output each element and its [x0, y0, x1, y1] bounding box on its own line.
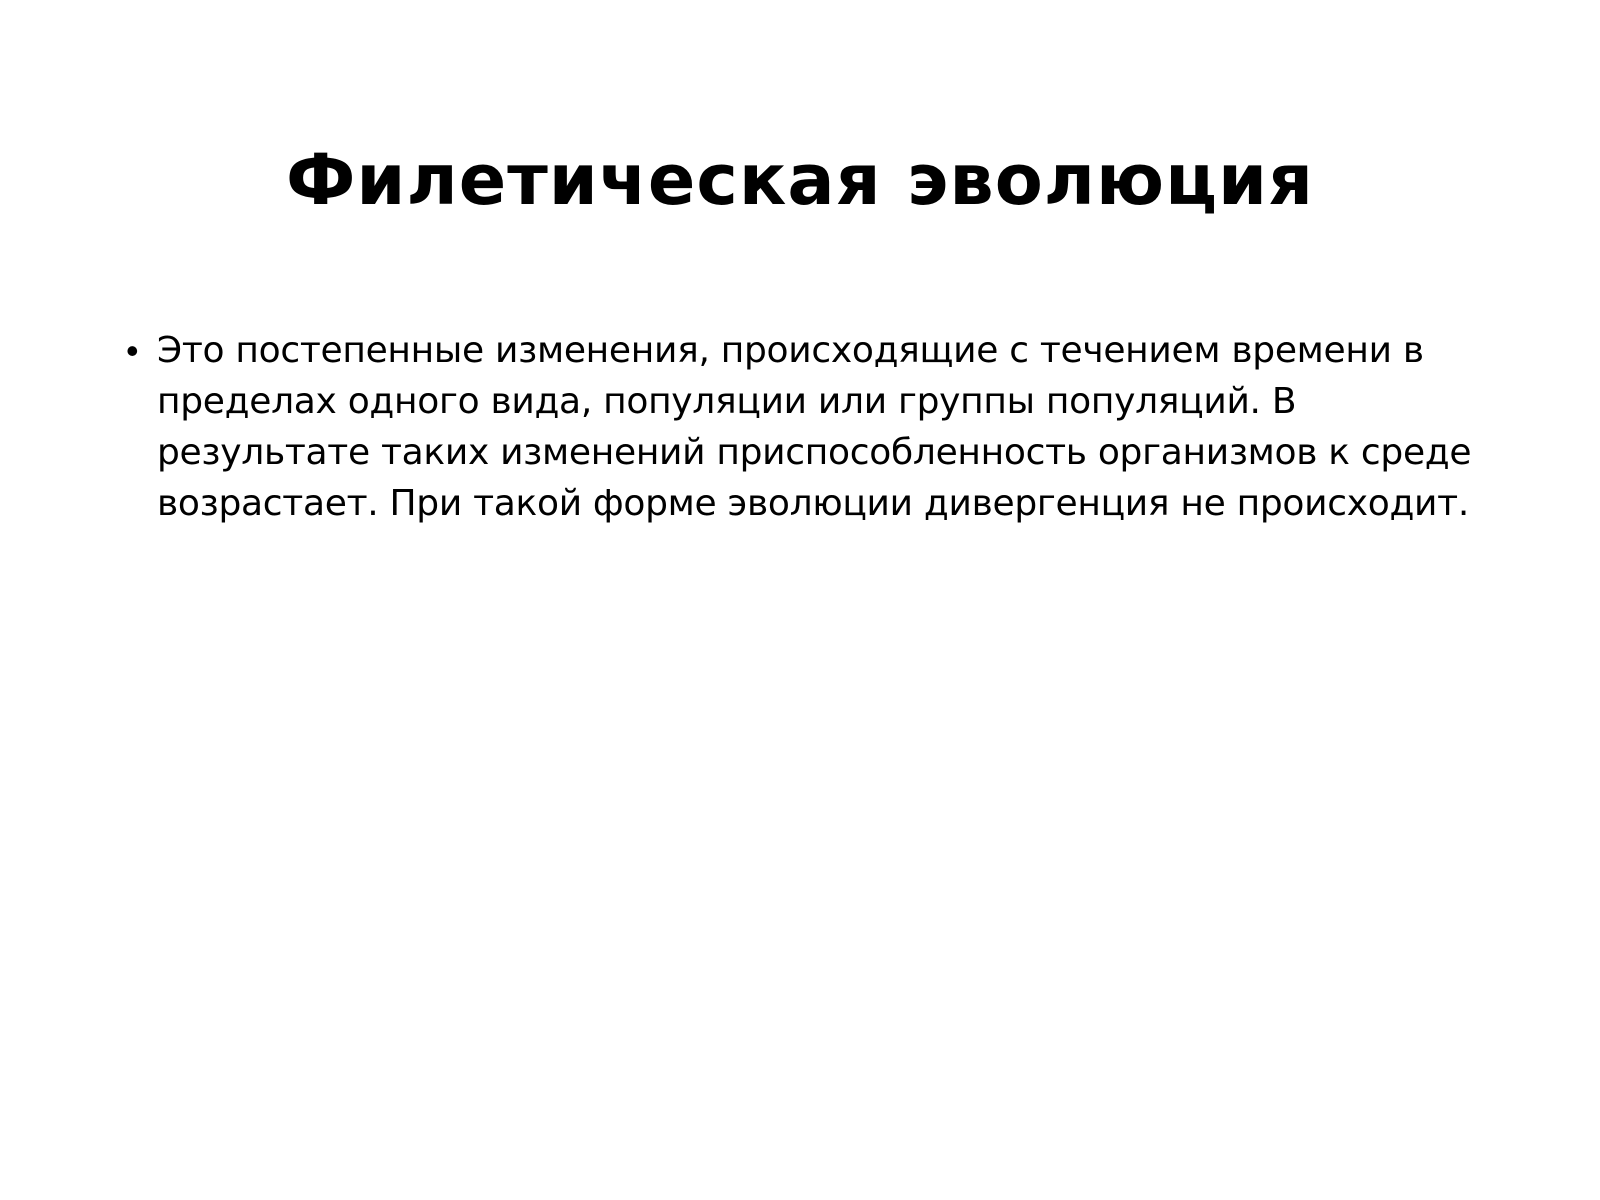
list-item: [126, 325, 1486, 529]
bullet-list: [126, 325, 1486, 529]
slide-title: Филетическая эволюция: [285, 139, 1314, 221]
bullet-text: Это постепенные изменения, происходящие с течением времени в пределах одного вида, популяции или группы популяций. В результате таких изменений приспособленность организмов к среде возрастает. При такой форме эволюции дивергенция не происходит.: [157, 330, 1472, 524]
bullet-marker: •: [126, 330, 139, 371]
